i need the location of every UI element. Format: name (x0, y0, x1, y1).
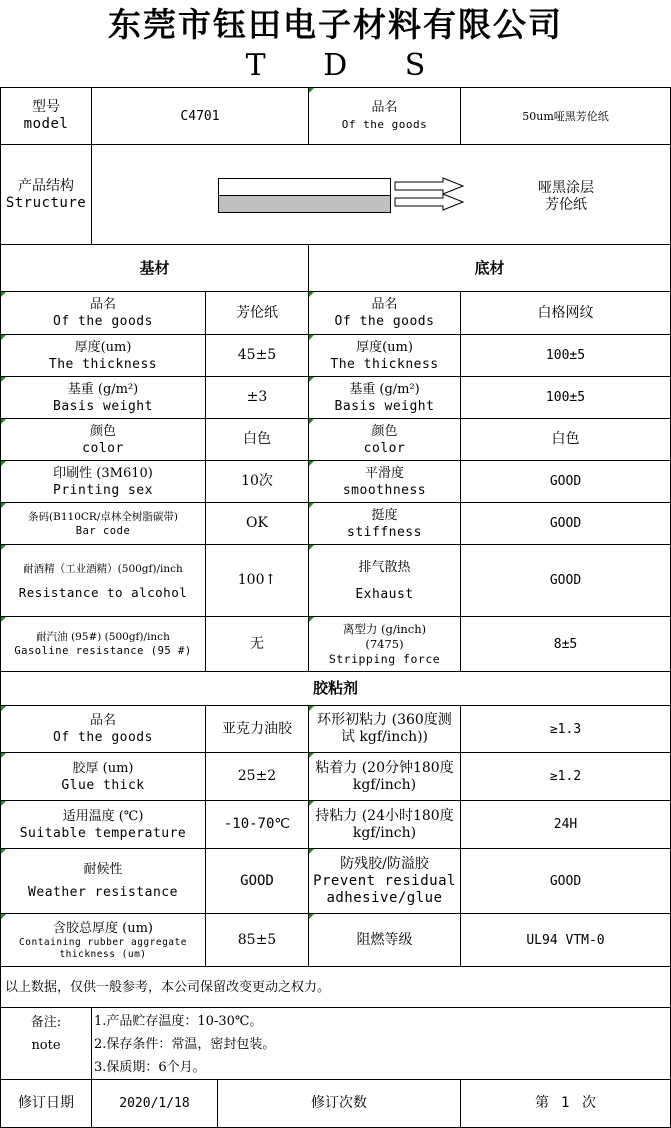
liner-property-label: 颜色 color (309, 419, 461, 461)
adhesive-property-label: 阻燃等级 (309, 914, 461, 967)
adhesive-property-label: 粘着力 (20分钟180度 kgf/inch) (309, 753, 461, 801)
liner-property-label: 平滑度 smoothness (309, 461, 461, 503)
liner-property-label: 离型力 (g/inch) (7475) Stripping force (309, 617, 461, 672)
adhesive-property-label: 含胶总厚度 (um) Containing rubber aggregate thickness (um) (1, 914, 206, 967)
base-property-value: OK (206, 503, 309, 545)
adhesive-property-value: 85±5 (206, 914, 309, 967)
model-value: C4701 (92, 88, 309, 145)
base-property-value: 45±5 (206, 335, 309, 377)
liner-property-label: 排气散热 Exhaust (309, 545, 461, 617)
base-property-label: 印刷性 (3M610) Printing sex (1, 461, 206, 503)
liner-property-label: 挺度 stiffness (309, 503, 461, 545)
revision-count-label: 修订次数 (218, 1080, 461, 1128)
note-item: 2.保存条件：常温，密封包装。 (94, 1037, 276, 1052)
base-property-value: 白色 (206, 419, 309, 461)
liner-property-label: 厚度(um) The thickness (309, 335, 461, 377)
liner-property-value: 100±5 (461, 377, 671, 419)
adhesive-property-label: 适用温度 (℃) Suitable temperature (1, 801, 206, 849)
note-item: 3.保质期：6个月。 (94, 1060, 206, 1075)
document-type: T D S (245, 48, 450, 83)
disclaimer: 以上数据，仅供一般参考，本公司保留改变更动之权力。 (1, 967, 671, 1008)
adhesive-property-value: UL94 VTM-0 (461, 914, 671, 967)
adhesive-property-value: 25±2 (206, 753, 309, 801)
liner-property-value: 8±5 (461, 617, 671, 672)
tds-sheet (0, 87, 671, 1128)
adhesive-property-value: -10-70℃ (206, 801, 309, 849)
base-property-label: 条码(B110CR/卓林全树脂碳带) Bar code (1, 503, 206, 545)
base-property-value: ±3 (206, 377, 309, 419)
adhesive-property-label: 耐候性 Weather resistance (1, 849, 206, 914)
base-property-label: 耐汽油 (95#) (500gf)/inch Gasoline resistance (95 #) (1, 617, 206, 672)
base-property-label: 基重 (g/m²) Basis weight (1, 377, 206, 419)
liner-property-value: 白色 (461, 419, 671, 461)
base-property-label: 厚度(um) The thickness (1, 335, 206, 377)
note-item: 1.产品贮存温度：10-30℃。 (94, 1014, 263, 1029)
structure-label: 产品结构 Structure (1, 145, 92, 245)
adhesive-header: 胶粘剂 (1, 672, 671, 706)
base-property-value: 100↑ (206, 545, 309, 617)
arrow-icons (393, 177, 467, 215)
adhesive-property-value: 亚克力油胶 (206, 706, 309, 753)
liner-property-label: 基重 (g/m²) Basis weight (309, 377, 461, 419)
liner-property-value: GOOD (461, 461, 671, 503)
model-label: 型号 model (1, 88, 92, 145)
adhesive-property-value: GOOD (206, 849, 309, 914)
revision-date: 2020/1/18 (92, 1080, 218, 1128)
adhesive-property-label: 环形初粘力 (360度测 试 kgf/inch)) (309, 706, 461, 753)
base-property-label: 颜色 color (1, 419, 206, 461)
structure-layer-names: 哑黑涂层 芳伦纸 (538, 180, 594, 213)
base-property-value: 芳伦纸 (206, 292, 309, 335)
revision-date-label: 修订日期 (1, 1080, 92, 1128)
revision-count: 第 1 次 (461, 1080, 671, 1128)
adhesive-property-value: ≥1.3 (461, 706, 671, 753)
base-property-value: 无 (206, 617, 309, 672)
liner-property-value: 100±5 (461, 335, 671, 377)
liner-property-value: GOOD (461, 503, 671, 545)
adhesive-property-label: 品名 Of the goods (1, 706, 206, 753)
goods-value: 50um哑黑芳伦纸 (461, 88, 671, 145)
adhesive-property-value: 24H (461, 801, 671, 849)
base-property-label: 品名 Of the goods (1, 292, 206, 335)
adhesive-property-value: ≥1.2 (461, 753, 671, 801)
goods-label: 品名 Of the goods (309, 88, 461, 145)
company-name: 东莞市钰田电子材料有限公司 (108, 5, 563, 44)
liner-property-value: GOOD (461, 545, 671, 617)
aramid-paper-layer (218, 195, 391, 213)
liner-header: 底材 (309, 245, 671, 292)
base-property-value: 10次 (206, 461, 309, 503)
adhesive-property-value: GOOD (461, 849, 671, 914)
adhesive-property-label: 持粘力 (24小时180度 kgf/inch) (309, 801, 461, 849)
adhesive-property-label: 胶厚 (um) Glue thick (1, 753, 206, 801)
liner-property-value: 白格网纹 (461, 292, 671, 335)
base-property-label: 耐酒精（工业酒精）(500gf)/inch Resistance to alcohol (1, 545, 206, 617)
liner-property-label: 品名 Of the goods (309, 292, 461, 335)
base-material-header: 基材 (1, 245, 309, 292)
adhesive-property-label: 防残胶/防溢胶 Prevent residual adhesive/glue (309, 849, 461, 914)
note-label: 备注: note (1, 1008, 92, 1080)
